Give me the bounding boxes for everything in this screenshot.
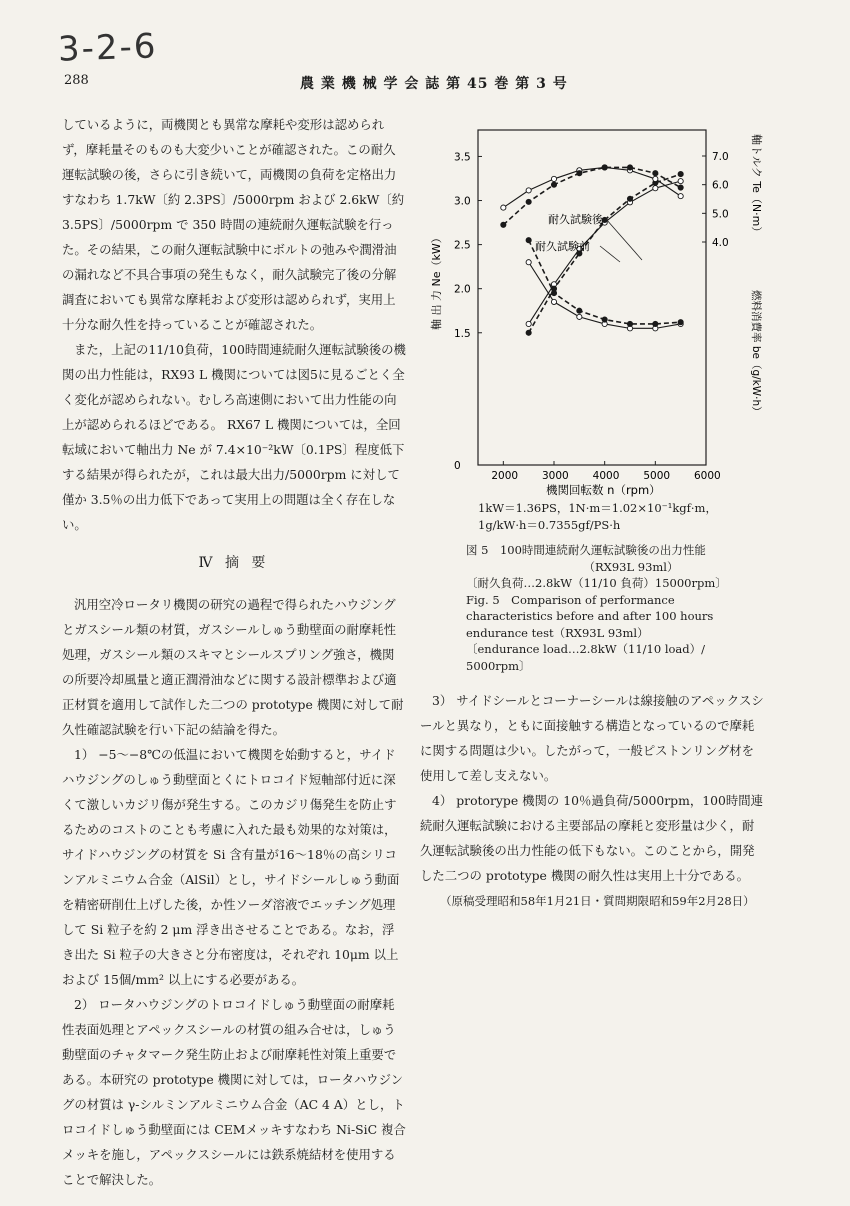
data-point-te (526, 188, 531, 193)
right-column (420, 688, 764, 888)
data-point-ne (526, 330, 531, 335)
y-axis-right-top-label: 軸トルク Te（N·m） (750, 134, 763, 238)
data-point-ne (678, 171, 683, 176)
data-point-te (551, 182, 556, 187)
body-paragraph: しているように，両機関とも異常な摩耗や変形は認められず，摩耗量そのものも大変少いことが確認された。この耐久運転試験の後，さらに引き続いて，両機関の負荷を定格出力すなわち 1.7kW〔約 2.3PS〕/5000rpm および 2.6kW〔約3.5PS〕/5000rpm で 350 時間の連続耐久運転試験を行った。その結果，この耐久運転試験中にボルトの弛みや潤滑油の漏れなど不具合事項の発生もなく，耐久試験完了後の分解調査においても異常な摩耗および変形は認められず，実用上十分な耐久性を持っていることが確認された。 (62, 117, 405, 332)
section-title: Ⅳ 摘 要 (198, 555, 270, 571)
y-tick-label-left: 3.5 (454, 151, 471, 164)
data-point-te (501, 222, 506, 227)
y-tick-label-left: 0 (454, 460, 461, 472)
caption-en-3: endurance test（RX93L 93ml） (466, 625, 649, 640)
caption-en-2: characteristics before and after 100 hours (466, 609, 714, 623)
caption-en-4: 〔endurance load…2.8kW（11/10 load）/ (466, 642, 706, 656)
summary-paragraph: 3） サイドシールとコーナーシールは線接触のアペックスシールと異なり，ともに面接触する構造となっているので摩耗に関する問題は少い。したがって，一般ピストンリング材を使用して差し支えない。 (420, 693, 764, 783)
data-point-ne (678, 179, 683, 184)
data-point-be (653, 321, 658, 326)
running-head: 農 業 機 械 学 会 誌 第 45 巻 第 3 号 (300, 76, 568, 92)
handwritten-id: 3-2-6 (57, 26, 159, 70)
data-point-be (602, 317, 607, 322)
data-point-be (551, 299, 556, 304)
y-tick-label-left: 1.5 (454, 327, 471, 340)
summary-paragraph: 汎用空冷ロータリ機関の研究の過程で得られたハウジングとガスシール類の材質，ガスシールしゅう動壁面の耐摩耗性処理，ガスシール類のスキマとシールスプリング強さ，機関の所要冷却風量と適正潤滑油などに関する設計標準および適正材質を適用して試作した二つの prototype 機関に対して耐久性確認試験を行い下記の結論を得た。 (62, 597, 404, 737)
body-paragraph: また，上記の11/10負荷，100時間連続耐久運転試験後の機関の出力性能は，RX93 L 機関については図5に見るごとく全く変化が認められない。むしろ高速側において出力性能の向上が認められるほどである。 RX67 L 機関については，全回転域において軸出力 Ne が 7.4×10⁻²kW〔0.1PS〕程度低下する結果が得られたが，これは最大出力/5000rpm に対して僅か 3.5％の出力低下であって実用上の問題は全く存在しない。 (62, 342, 406, 532)
data-point-te (602, 165, 607, 170)
series-line-ne (529, 174, 681, 333)
data-point-te (653, 176, 658, 181)
data-point-te (526, 199, 531, 204)
y-tick-label-right: 5.0 (712, 208, 729, 221)
legend-before: 耐久試験前 (535, 240, 590, 253)
data-point-te (627, 165, 632, 170)
data-point-te (551, 176, 556, 181)
performance-chart (420, 110, 780, 500)
caption-en-1: Fig. 5 Comparison of performance (466, 592, 675, 607)
data-point-be (627, 321, 632, 326)
data-point-te (653, 171, 658, 176)
y-tick-label-right: 7.0 (712, 151, 729, 163)
data-point-ne (627, 196, 632, 201)
data-point-be (577, 308, 582, 313)
data-point-te (577, 171, 582, 176)
units-line: 1g/kW·h＝0.7355gf/PS·h (478, 518, 621, 532)
figure-caption (466, 542, 796, 674)
caption-en-5: 5000rpm〕 (466, 658, 531, 673)
left-column (62, 112, 406, 1192)
page-number: 288 (64, 73, 89, 88)
x-tick-label: 5000 (643, 470, 671, 482)
units-line: 1kW＝1.36PS，1N·m＝1.02×10⁻¹kgf·m， (478, 501, 717, 515)
y-tick-label-left: 3.0 (454, 195, 471, 208)
summary-paragraph: 1） −5〜−8℃の低温において機関を始動すると，サイドハウジングのしゅう動壁面とくにトロコイド短軸部付近に深くて激しいカジリ傷が発生する。このカジリ傷発生を防止するためのコストのことも考慮に入れた最も効果的な対策は，サイドハウジングの材質を Si 含有量が16〜18％の高シリコンアルミニウム合金（AlSil）とし，サイドシールしゅう動面を精密研削仕上げした後，か性ソーダ溶液でエッチング処理して Si 粒子を約 2 μm 浮き出させることである。なお，浮き出た Si 粒子の大きさと分布密度は，それぞれ 10μm 以上および 15個/mm² 以上にする必要がある。 (62, 747, 400, 987)
received-note: （原稿受理昭和58年1月21日・質問期限昭和59年2月28日） (440, 894, 755, 908)
data-point-te (501, 205, 506, 210)
legend-leader-after (606, 219, 642, 260)
y-axis-left-label: 軸 出 力 Ne（kW） (430, 232, 443, 330)
x-tick-label: 6000 (694, 470, 721, 482)
y-tick-label-left: 2.0 (454, 283, 471, 296)
legend-after: 耐久試験後 (548, 213, 603, 226)
data-point-ne (653, 186, 658, 191)
summary-paragraph: 2） ロータハウジングのトロコイドしゅう動壁面の耐摩耗性表面処理とアペックスシールの材質の組み合せは，しゅう動壁面のチャタマーク発生防止および耐摩耗性対策上重要である。本研究の prototype 機関に対しては，ロータハウジングの材質は γ-シルミンアルミニウム合金（AC 4 A）とし，トロコイドしゅう動壁面には CEMメッキすなわち Ni-SiC 複合メッキを施し，アペックスシールには鉄系焼結材を使用することで解決した。 (62, 997, 406, 1187)
caption-jp-1: 図 5 100時間連続耐久運転試験後の出力性能 (466, 543, 706, 557)
x-tick-label: 3000 (542, 470, 569, 482)
units-note (478, 500, 717, 534)
data-point-ne (526, 321, 531, 326)
plot-frame (478, 130, 706, 465)
data-point-be (678, 320, 683, 325)
legend-leader-before (600, 246, 620, 262)
caption-jp-2: （RX93L 93ml） (583, 559, 679, 574)
y-tick-label-right: 4.0 (712, 237, 729, 249)
y-tick-label-right: 6.0 (712, 179, 729, 192)
y-axis-right-bottom-label: 燃料消費率 be（g/kW·h） (750, 290, 762, 417)
x-tick-label: 2000 (491, 470, 519, 482)
y-tick-label-left: 2.5 (454, 239, 471, 252)
data-point-te (678, 194, 683, 199)
caption-jp-3: 〔耐久負荷…2.8kW（11/10 負荷）15000rpm〕 (466, 576, 727, 590)
x-axis-label: 機関回転数 n（rpm） (546, 483, 661, 497)
data-point-be (577, 314, 582, 319)
summary-paragraph: 4） protorype 機関の 10％過負荷/5000rpm，100時間連続耐久運転試験における主要部品の摩耗と変形量は少く，耐久運転試験後の出力性能の低下もない。このことから，開発した二つの prototype 機関の耐久性は実用上十分である。 (420, 793, 764, 883)
x-tick-label: 4000 (592, 470, 620, 482)
data-point-be (526, 238, 531, 243)
data-point-be (551, 290, 556, 295)
data-point-be (526, 260, 531, 265)
data-point-te (678, 185, 683, 190)
